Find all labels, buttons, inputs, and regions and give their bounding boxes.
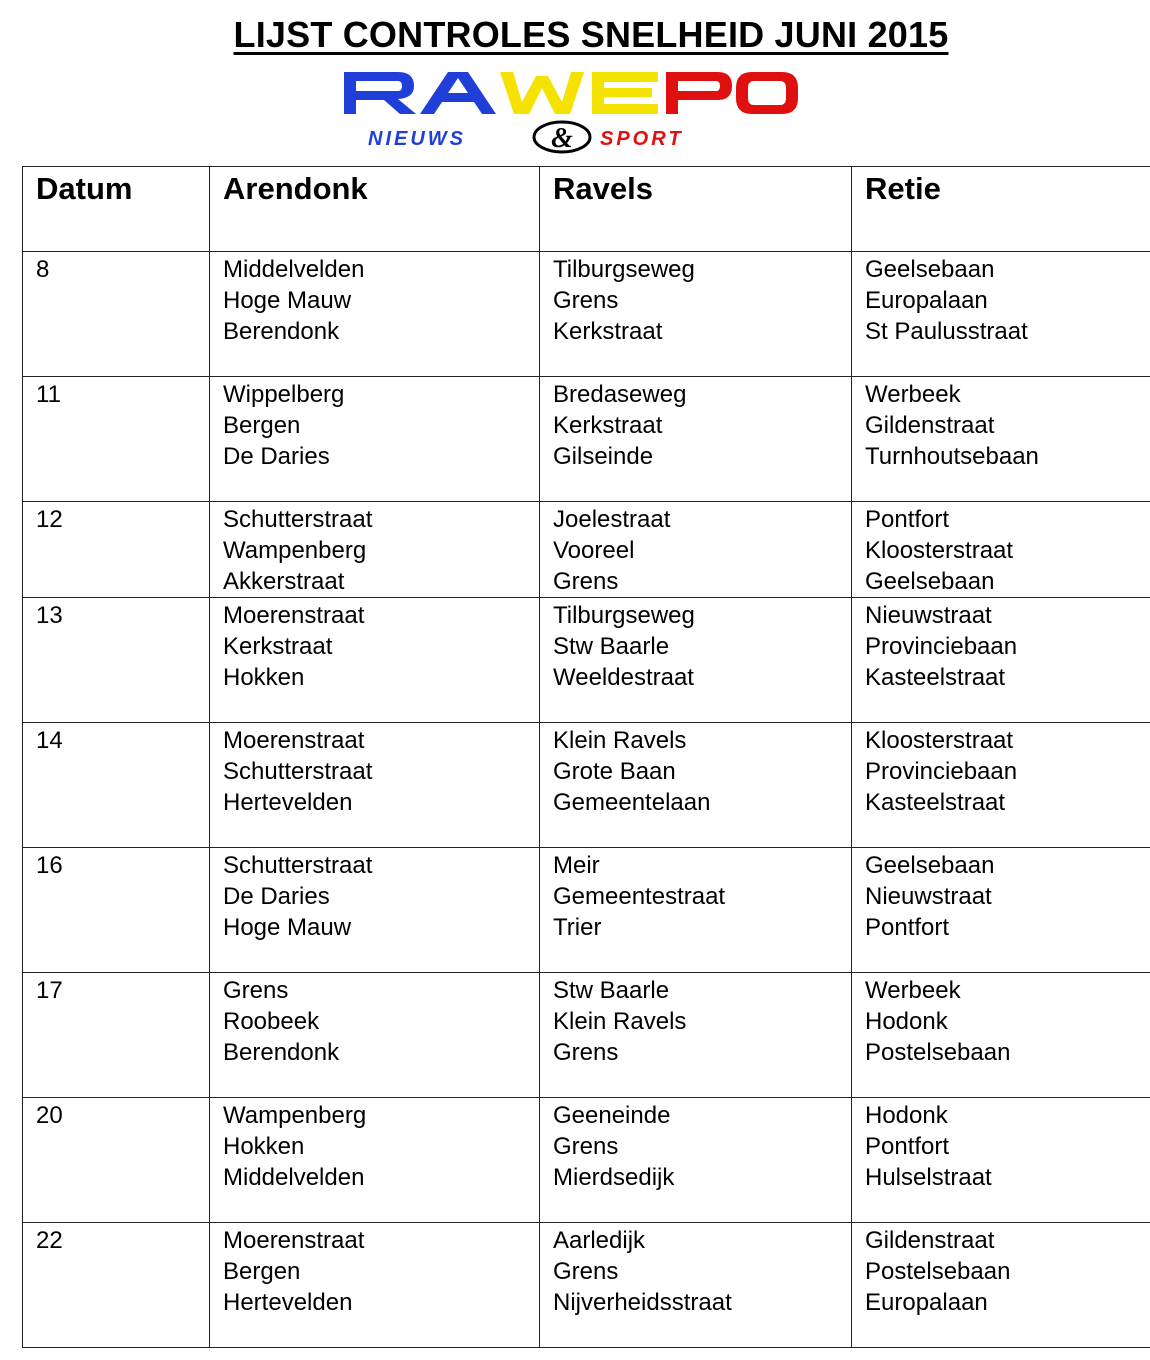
logo-sub-amp: &: [551, 123, 573, 154]
street-name: Middelvelden: [223, 1164, 365, 1191]
street-name: Nieuwstraat: [865, 602, 992, 629]
table-row: [23, 598, 1150, 723]
table-row: [23, 502, 1150, 598]
street-name: Moerenstraat: [223, 727, 365, 754]
date-cell: 12: [23, 502, 210, 598]
street-name: Hertevelden: [223, 1289, 353, 1316]
street-name: Grens: [553, 568, 619, 595]
street-name: Werbeek: [865, 381, 961, 408]
street-name: Middelvelden: [223, 256, 365, 283]
table-row: [23, 723, 1150, 848]
street-name: Bergen: [223, 412, 301, 439]
table-row: [23, 848, 1150, 973]
date-cell: 13: [23, 598, 210, 723]
retie-cell: [852, 1223, 1150, 1348]
street-name: Kerkstraat: [553, 318, 663, 345]
date-cell: 22: [23, 1223, 210, 1348]
street-name: Moerenstraat: [223, 602, 365, 629]
logo-sub-right: SPORT: [600, 128, 684, 150]
street-name: Nieuwstraat: [865, 883, 992, 910]
retie-cell: [852, 252, 1150, 377]
street-name: Weeldestraat: [553, 664, 694, 691]
date-cell: 20: [23, 1098, 210, 1223]
retie-cell: [852, 598, 1150, 723]
street-name: Moerenstraat: [223, 1227, 365, 1254]
retie-cell: [852, 1098, 1150, 1223]
street-name: Turnhoutsebaan: [865, 443, 1039, 470]
street-name: Hokken: [223, 1133, 305, 1160]
speed-check-table: [22, 166, 1150, 1348]
street-name: Schutterstraat: [223, 758, 373, 785]
street-name: Schutterstraat: [223, 852, 373, 879]
arendonk-cell: [210, 1098, 540, 1223]
street-name: Wampenberg: [223, 537, 367, 564]
street-name: Europalaan: [865, 1289, 988, 1316]
date-cell: 16: [23, 848, 210, 973]
street-name: St Paulusstraat: [865, 318, 1028, 345]
street-name: Tilburgseweg: [553, 256, 695, 283]
street-name: De Daries: [223, 443, 330, 470]
street-name: Klein Ravels: [553, 727, 687, 754]
street-name: Postelsebaan: [865, 1258, 1011, 1285]
street-name: Hodonk: [865, 1102, 948, 1129]
arendonk-cell: [210, 377, 540, 502]
arendonk-cell: [210, 723, 540, 848]
arendonk-cell: [210, 598, 540, 723]
table-row: [23, 973, 1150, 1098]
street-name: Grens: [553, 287, 619, 314]
street-name: Hertevelden: [223, 789, 353, 816]
arendonk-cell: [210, 252, 540, 377]
table-row: [23, 377, 1150, 502]
street-name: Grens: [553, 1258, 619, 1285]
street-name: Bredaseweg: [553, 381, 687, 408]
street-name: Gilseinde: [553, 443, 654, 470]
street-name: Roobeek: [223, 1008, 320, 1035]
arendonk-cell: [210, 1223, 540, 1348]
street-name: Berendonk: [223, 318, 340, 345]
street-name: Geeneinde: [553, 1102, 671, 1129]
street-name: Europalaan: [865, 287, 988, 314]
ravels-cell: [540, 1098, 852, 1223]
retie-cell: [852, 723, 1150, 848]
street-name: Joelestraat: [553, 506, 671, 533]
retie-cell: [852, 848, 1150, 973]
retie-cell: [852, 377, 1150, 502]
retie-cell: [852, 973, 1150, 1098]
street-name: Hodonk: [865, 1008, 948, 1035]
arendonk-cell: [210, 973, 540, 1098]
table-row: [23, 1223, 1150, 1348]
table-row: [23, 252, 1150, 377]
street-name: Tilburgseweg: [553, 602, 695, 629]
street-name: Kloosterstraat: [865, 727, 1014, 754]
ravels-cell: [540, 377, 852, 502]
header-retie: Retie: [852, 167, 1150, 252]
table-body: [23, 252, 1150, 1348]
street-name: Kerkstraat: [553, 412, 663, 439]
ravels-cell: [540, 1223, 852, 1348]
street-name: De Daries: [223, 883, 330, 910]
street-name: Stw Baarle: [553, 633, 670, 660]
page-title: LIJST CONTROLES SNELHEID JUNI 2015: [233, 14, 949, 55]
table-row: [23, 1098, 1150, 1223]
header-arendonk: Arendonk: [210, 167, 540, 252]
street-name: Kloosterstraat: [865, 537, 1014, 564]
arendonk-cell: [210, 848, 540, 973]
street-name: Schutterstraat: [223, 506, 373, 533]
street-name: Hokken: [223, 664, 305, 691]
ravels-cell: [540, 502, 852, 598]
street-name: Geelsebaan: [865, 256, 995, 283]
street-name: Pontfort: [865, 914, 950, 941]
street-name: Kasteelstraat: [865, 664, 1006, 691]
street-name: Provinciebaan: [865, 633, 1018, 660]
date-cell: 11: [23, 377, 210, 502]
street-name: Bergen: [223, 1258, 301, 1285]
street-name: Gemeentelaan: [553, 789, 711, 816]
street-name: Berendonk: [223, 1039, 340, 1066]
logo-wordmark: [340, 66, 800, 118]
street-name: Stw Baarle: [553, 977, 670, 1004]
street-name: Akkerstraat: [223, 568, 345, 595]
street-name: Trier: [553, 914, 602, 941]
street-name: Postelsebaan: [865, 1039, 1011, 1066]
street-name: Wampenberg: [223, 1102, 367, 1129]
street-name: Hoge Mauw: [223, 914, 352, 941]
street-name: Hoge Mauw: [223, 287, 352, 314]
ravels-cell: [540, 252, 852, 377]
date-cell: 17: [23, 973, 210, 1098]
rawepo-logo: [340, 66, 810, 158]
ravels-cell: [540, 973, 852, 1098]
street-name: Grens: [553, 1133, 619, 1160]
street-name: Gemeentestraat: [553, 883, 726, 910]
street-name: Gildenstraat: [865, 1227, 995, 1254]
street-name: Kerkstraat: [223, 633, 333, 660]
ravels-cell: [540, 723, 852, 848]
street-name: Provinciebaan: [865, 758, 1018, 785]
street-name: Mierdsedijk: [553, 1164, 675, 1191]
arendonk-cell: [210, 502, 540, 598]
street-name: Meir: [553, 852, 600, 879]
retie-cell: [852, 502, 1150, 598]
street-name: Aarledijk: [553, 1227, 646, 1254]
street-name: Grens: [223, 977, 289, 1004]
street-name: Geelsebaan: [865, 852, 995, 879]
ravels-cell: [540, 848, 852, 973]
header-datum: Datum: [23, 167, 210, 252]
street-name: Klein Ravels: [553, 1008, 687, 1035]
street-name: Grote Baan: [553, 758, 676, 785]
header-ravels: Ravels: [540, 167, 852, 252]
street-name: Pontfort: [865, 506, 950, 533]
street-name: Werbeek: [865, 977, 961, 1004]
street-name: Hulselstraat: [865, 1164, 992, 1191]
street-name: Wippelberg: [223, 381, 345, 408]
street-name: Pontfort: [865, 1133, 950, 1160]
street-name: Nijverheidsstraat: [553, 1289, 732, 1316]
street-name: Grens: [553, 1039, 619, 1066]
ravels-cell: [540, 598, 852, 723]
street-name: Geelsebaan: [865, 568, 995, 595]
street-name: Vooreel: [553, 537, 635, 564]
table-header-row: [23, 167, 1150, 252]
date-cell: 14: [23, 723, 210, 848]
logo-sub-left: NIEUWS: [368, 128, 466, 150]
logo-subtitle: [366, 116, 766, 156]
date-cell: 8: [23, 252, 210, 377]
street-name: Kasteelstraat: [865, 789, 1006, 816]
street-name: Gildenstraat: [865, 412, 995, 439]
